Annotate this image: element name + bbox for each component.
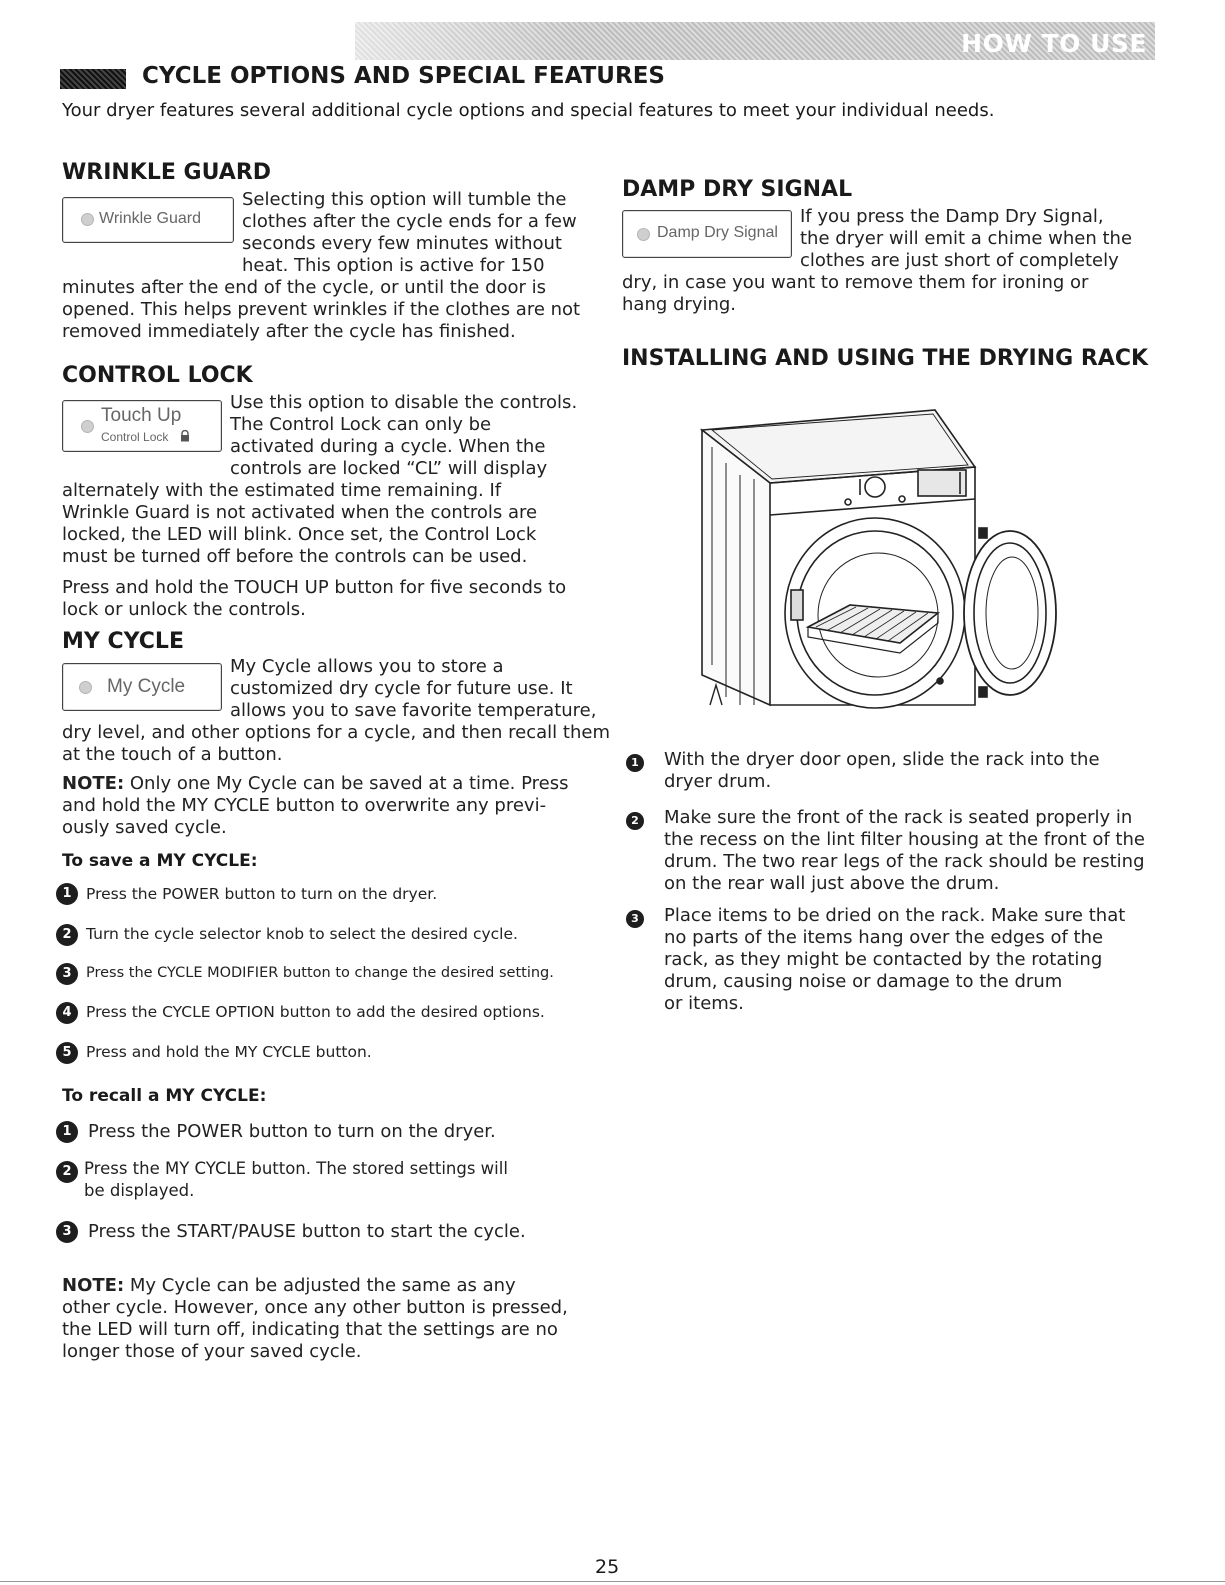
step-number-icon: 3: [626, 910, 644, 928]
wrinkle-guard-button: [62, 197, 234, 243]
touch-up-button: [62, 400, 222, 452]
damp-dry-heading: DAMP DRY SIGNAL: [622, 177, 853, 202]
damp-dry-line: hang drying.: [622, 294, 737, 315]
recall-step-text: Press the MY CYCLE button. The stored settings will: [84, 1159, 508, 1178]
my-cycle-line: at the touch of a button.: [62, 744, 283, 765]
rack-step-line: drum. The two rear legs of the rack should be resting: [664, 851, 1145, 872]
control-lock-press-line: lock or unlock the controls.: [62, 599, 306, 620]
step-number-icon: 3: [56, 963, 78, 985]
save-step-text: Turn the cycle selector knob to select the desired cycle.: [86, 925, 518, 943]
control-lock-line: controls are locked “CL” will display: [230, 458, 548, 479]
wrinkle-guard-line: clothes after the cycle ends for a few: [242, 211, 577, 232]
rack-step-line: drum, causing noise or damage to the drum: [664, 971, 1063, 992]
recall-step-text: Press the POWER button to turn on the dryer.: [88, 1121, 496, 1142]
control-lock-line: Wrinkle Guard is not activated when the controls are: [62, 502, 538, 523]
control-lock-line: The Control Lock can only be: [230, 414, 492, 435]
damp-dry-line: dry, in case you want to remove them for ironing or: [622, 272, 1089, 293]
damp-dry-line: the dryer will emit a chime when the: [800, 228, 1133, 249]
damp-dry-line: clothes are just short of completely: [800, 250, 1119, 271]
my-cycle-line: My Cycle allows you to store a: [230, 656, 504, 677]
save-step-text: Press the POWER button to turn on the dryer.: [86, 885, 438, 903]
led-indicator-icon: [81, 420, 94, 433]
control-lock-line: must be turned off before the controls can be used.: [62, 546, 528, 567]
step-number-icon: 2: [626, 812, 644, 830]
control-lock-sublabel: Control Lock: [101, 430, 169, 444]
rack-step-line: no parts of the items hang over the edges of the: [664, 927, 1104, 948]
wrinkle-guard-line: heat. This option is active for 150: [242, 255, 545, 276]
rack-step-line: or items.: [664, 993, 744, 1014]
my-cycle-line: dry level, and other options for a cycle, and then recall them: [62, 722, 610, 743]
page-number: 25: [595, 1556, 620, 1578]
step-number-icon: 3: [56, 1221, 78, 1243]
my-cycle-note-2-line: other cycle. However, once any other button is pressed,: [62, 1297, 568, 1318]
my-cycle-note-2-line: the LED will turn off, indicating that the settings are no: [62, 1319, 558, 1340]
control-lock-line: alternately with the estimated time remaining. If: [62, 480, 502, 501]
control-lock-heading: CONTROL LOCK: [62, 363, 253, 388]
my-cycle-line: allows you to save favorite temperature,: [230, 700, 597, 721]
step-number-icon: 4: [56, 1002, 78, 1024]
step-number-icon: 1: [56, 1121, 78, 1143]
rack-step-line: Make sure the front of the rack is seated properly in: [664, 807, 1133, 828]
save-my-cycle-heading: To save a MY CYCLE:: [62, 851, 258, 871]
section-intro: Your dryer features several additional cycle options and special features to meet your individual needs.: [62, 100, 995, 121]
control-lock-line: Use this option to disable the controls.: [230, 392, 578, 413]
my-cycle-note-2-line: longer those of your saved cycle.: [62, 1341, 362, 1362]
my-cycle-button: [62, 663, 222, 711]
drying-rack-heading: INSTALLING AND USING THE DRYING RACK: [622, 346, 1149, 371]
save-step-text: Press and hold the MY CYCLE button.: [86, 1043, 372, 1061]
section-marker: [60, 69, 126, 89]
wrinkle-guard-line: minutes after the end of the cycle, or until the door is: [62, 277, 547, 298]
save-step-text: Press the CYCLE OPTION button to add the desired options.: [86, 1003, 545, 1021]
bottom-rule: [0, 1581, 1225, 1582]
rack-step-line: on the rear wall just above the drum.: [664, 873, 1000, 894]
wrinkle-guard-line: removed immediately after the cycle has finished.: [62, 321, 516, 342]
recall-step-text: be displayed.: [84, 1181, 195, 1200]
rack-step-line: Place items to be dried on the rack. Make sure that: [664, 905, 1126, 926]
step-number-icon: 1: [56, 883, 78, 905]
damp-dry-line: If you press the Damp Dry Signal,: [800, 206, 1104, 227]
my-cycle-button-label: My Cycle: [107, 676, 186, 697]
led-indicator-icon: [637, 228, 650, 241]
note-label: NOTE:: [62, 773, 125, 794]
touch-up-button-label: Touch Up: [101, 405, 182, 426]
step-number-icon: 5: [56, 1042, 78, 1064]
lock-icon: [180, 430, 190, 442]
my-cycle-note-line: ously saved cycle.: [62, 817, 227, 838]
control-lock-press-line: Press and hold the TOUCH UP button for five seconds to: [62, 577, 567, 598]
my-cycle-note-line: and hold the MY CYCLE button to overwrite any previ-: [62, 795, 547, 816]
section-title: CYCLE OPTIONS AND SPECIAL FEATURES: [142, 63, 665, 89]
step-number-icon: 2: [56, 1161, 78, 1183]
wrinkle-guard-button-label: Wrinkle Guard: [99, 210, 201, 227]
rack-step-line: With the dryer door open, slide the rack into the: [664, 749, 1100, 770]
wrinkle-guard-line: opened. This helps prevent wrinkles if the clothes are not: [62, 299, 581, 320]
my-cycle-heading: MY CYCLE: [62, 629, 184, 654]
damp-dry-signal-button: [622, 210, 792, 258]
step-number-icon: 1: [626, 754, 644, 772]
control-lock-line: activated during a cycle. When the: [230, 436, 546, 457]
control-lock-line: locked, the LED will blink. Once set, the Control Lock: [62, 524, 537, 545]
dryer-with-rack-illustration: [690, 405, 1070, 710]
header-banner-fade: [355, 22, 575, 60]
note-text: My Cycle can be adjusted the same as any: [124, 1275, 516, 1296]
damp-dry-button-label: Damp Dry Signal: [657, 224, 778, 241]
step-number-icon: 2: [56, 924, 78, 946]
note-text: Only one My Cycle can be saved at a time. Press: [124, 773, 569, 794]
my-cycle-note-2: [62, 1275, 516, 1297]
note-label: NOTE:: [62, 1275, 125, 1296]
wrinkle-guard-heading: WRINKLE GUARD: [62, 160, 272, 185]
recall-step-text: Press the START/PAUSE button to start the cycle.: [88, 1221, 526, 1242]
wrinkle-guard-line: Selecting this option will tumble the: [242, 189, 567, 210]
led-indicator-icon: [79, 681, 92, 694]
rack-step-line: rack, as they might be contacted by the rotating: [664, 949, 1103, 970]
save-step-text: Press the CYCLE MODIFIER button to change the desired setting.: [86, 965, 554, 981]
my-cycle-note: [62, 773, 568, 795]
header-banner-title: HOW TO USE: [961, 29, 1147, 58]
recall-my-cycle-heading: To recall a MY CYCLE:: [62, 1086, 267, 1106]
rack-step-line: the recess on the lint filter housing at the front of the: [664, 829, 1145, 850]
wrinkle-guard-line: seconds every few minutes without: [242, 233, 562, 254]
my-cycle-line: customized dry cycle for future use. It: [230, 678, 573, 699]
rack-step-line: dryer drum.: [664, 771, 772, 792]
led-indicator-icon: [81, 213, 94, 226]
